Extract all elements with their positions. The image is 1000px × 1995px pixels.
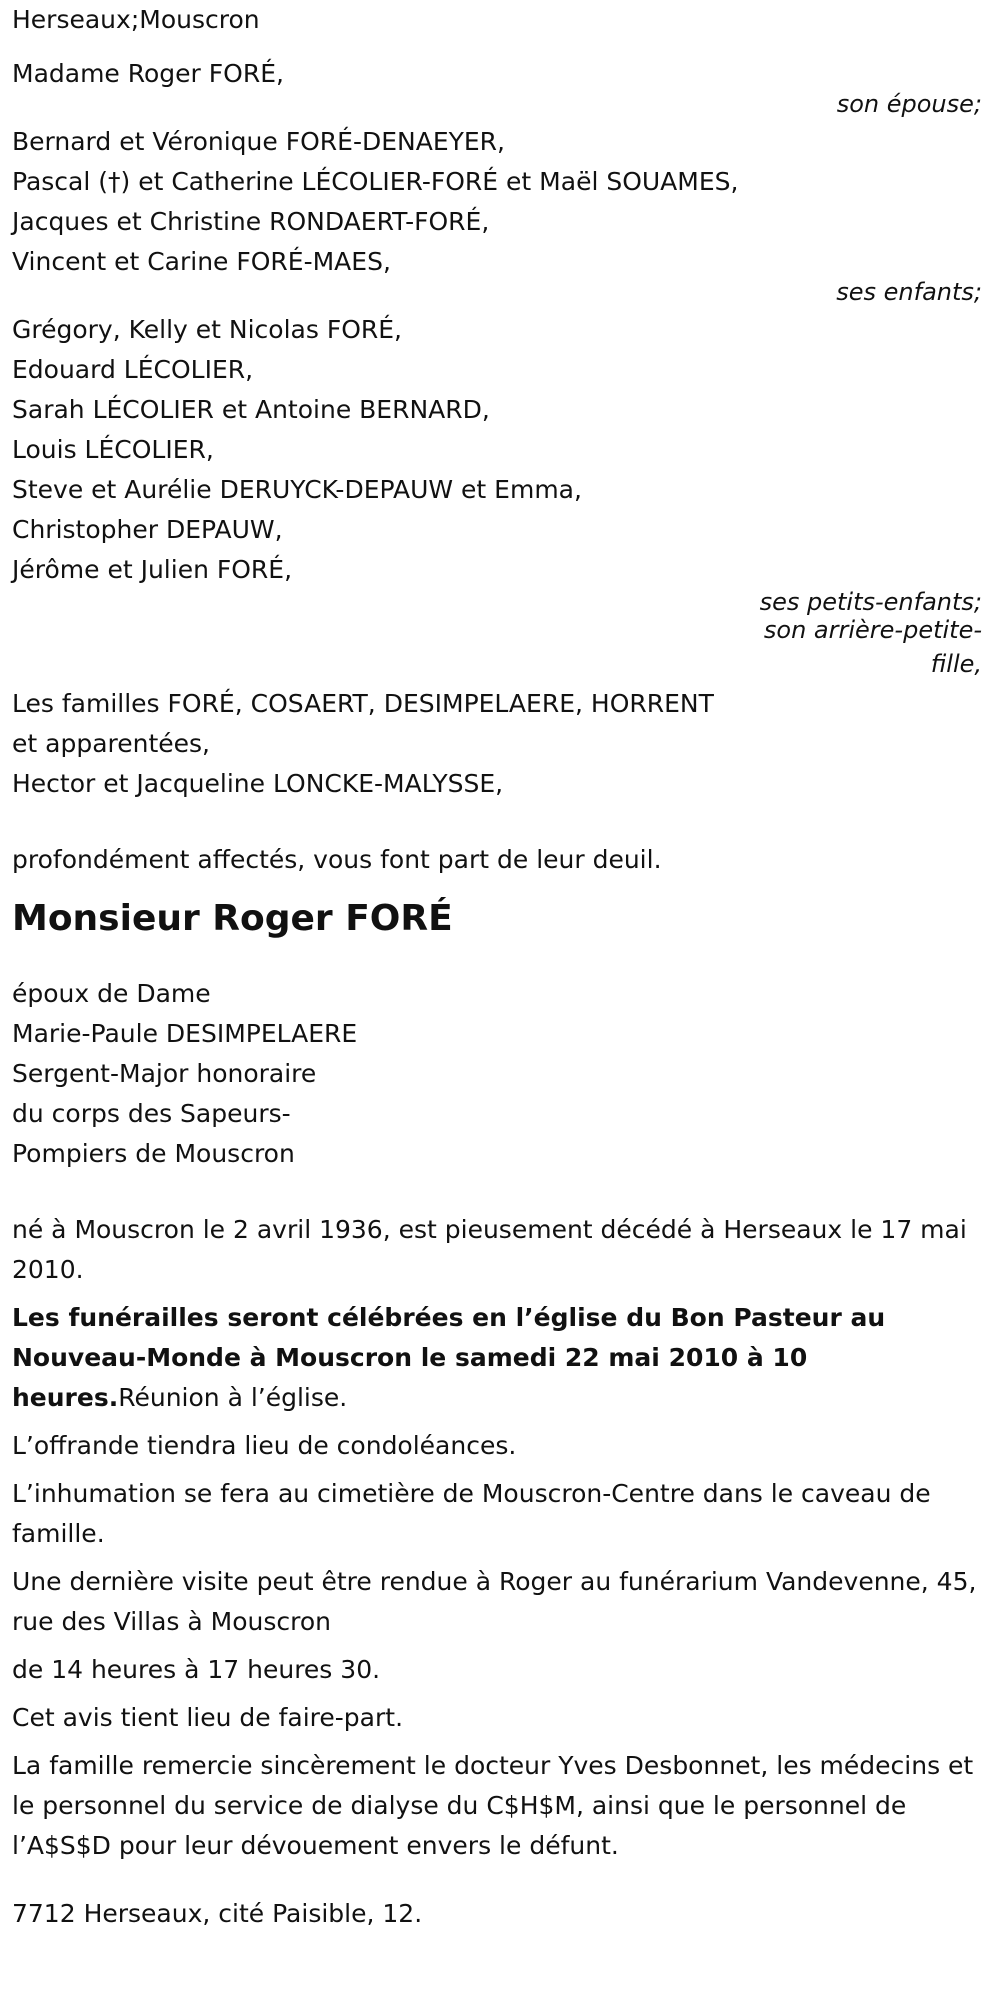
child-line-4: Vincent et Carine FORÉ-MAES,	[12, 247, 391, 276]
burial: L’inhumation se fera au cimetière de Mouscron-Centre dans le caveau de famille.	[12, 1479, 931, 1548]
grandchild-line-6: Christopher DEPAUW,	[12, 515, 283, 544]
grandchild-line-4: Louis LÉCOLIER,	[12, 435, 214, 464]
detail-line-1: époux de Dame	[12, 979, 211, 1008]
faire-part: Cet avis tient lieu de faire-part.	[12, 1703, 404, 1732]
child-line-1: Bernard et Véronique FORÉ-DENAEYER,	[12, 127, 505, 156]
detail-line-5: Pompiers de Mouscron	[12, 1139, 295, 1168]
grandchildren-role-3: fille,	[930, 650, 982, 678]
address: 7712 Herseaux, cité Paisible, 12.	[12, 1899, 423, 1928]
grandchild-line-2: Edouard LÉCOLIER,	[12, 355, 254, 384]
grandchild-line-1: Grégory, Kelly et Nicolas FORÉ,	[12, 315, 403, 344]
funeral-bold: Les funérailles seront célébrées en l’église du Bon Pasteur au Nouveau-Monde à Mouscron le samedi 22 mai 2010 à 10 heures.	[12, 1303, 886, 1412]
visit-1: Une dernière visite peut être rendue à Roger au funérarium Vandevenne, 45, rue des Villas à Mouscron	[12, 1567, 977, 1636]
children-role: ses enfants;	[836, 278, 982, 306]
relatives-line-2: et apparentées,	[12, 729, 210, 758]
visit-2: de 14 heures à 17 heures 30.	[12, 1655, 381, 1684]
spouse-name: Madame Roger FORÉ,	[12, 59, 284, 88]
birth-death: né à Mouscron le 2 avril 1936, est pieusement décédé à Herseaux le 17 mai 2010.	[12, 1215, 967, 1284]
detail-line-4: du corps des Sapeurs-	[12, 1099, 291, 1128]
thanks: La famille remercie sincèrement le docteur Yves Desbonnet, les médecins et le personnel du service de dialyse du C$H$M, ainsi que le personnel de l’A$S$D pour leur dévouement envers le défunt.	[12, 1751, 974, 1860]
child-line-3: Jacques et Christine RONDAERT-FORÉ,	[12, 207, 490, 236]
grandchildren-role-1: ses petits-enfants;	[759, 588, 982, 616]
funeral-rest: Réunion à l’église.	[118, 1383, 348, 1412]
grandchildren-list	[12, 310, 988, 590]
spouse-role: son épouse;	[836, 90, 982, 118]
detail-line-2: Marie-Paule DESIMPELAERE	[12, 1019, 358, 1048]
grandchild-line-3: Sarah LÉCOLIER et Antoine BERNARD,	[12, 395, 490, 424]
detail-line-3: Sergent-Major honoraire	[12, 1059, 317, 1088]
grandchildren-role-2: son arrière-petite-	[763, 616, 982, 644]
grandchild-line-5: Steve et Aurélie DERUYCK-DEPAUW et Emma,	[12, 475, 582, 504]
relatives-line-3: Hector et Jacqueline LONCKE-MALYSSE,	[12, 769, 504, 798]
location-header: Herseaux;Mouscron	[12, 5, 260, 34]
deceased-name: Monsieur Roger FORÉ	[12, 898, 453, 939]
offering: L’offrande tiendra lieu de condoléances.	[12, 1431, 517, 1460]
deceased-details	[12, 974, 988, 1174]
announcement: profondément affectés, vous font part de leur deuil.	[12, 845, 662, 874]
child-line-2: Pascal (†) et Catherine LÉCOLIER-FORÉ et Maël SOUAMES,	[12, 167, 739, 196]
funeral-paragraph	[12, 1298, 982, 1418]
relatives-line-1: Les familles FORÉ, COSAERT, DESIMPELAERE, HORRENT	[12, 689, 714, 718]
children-list	[12, 122, 988, 282]
relatives-list	[12, 684, 988, 804]
grandchild-line-7: Jérôme et Julien FORÉ,	[12, 555, 293, 584]
